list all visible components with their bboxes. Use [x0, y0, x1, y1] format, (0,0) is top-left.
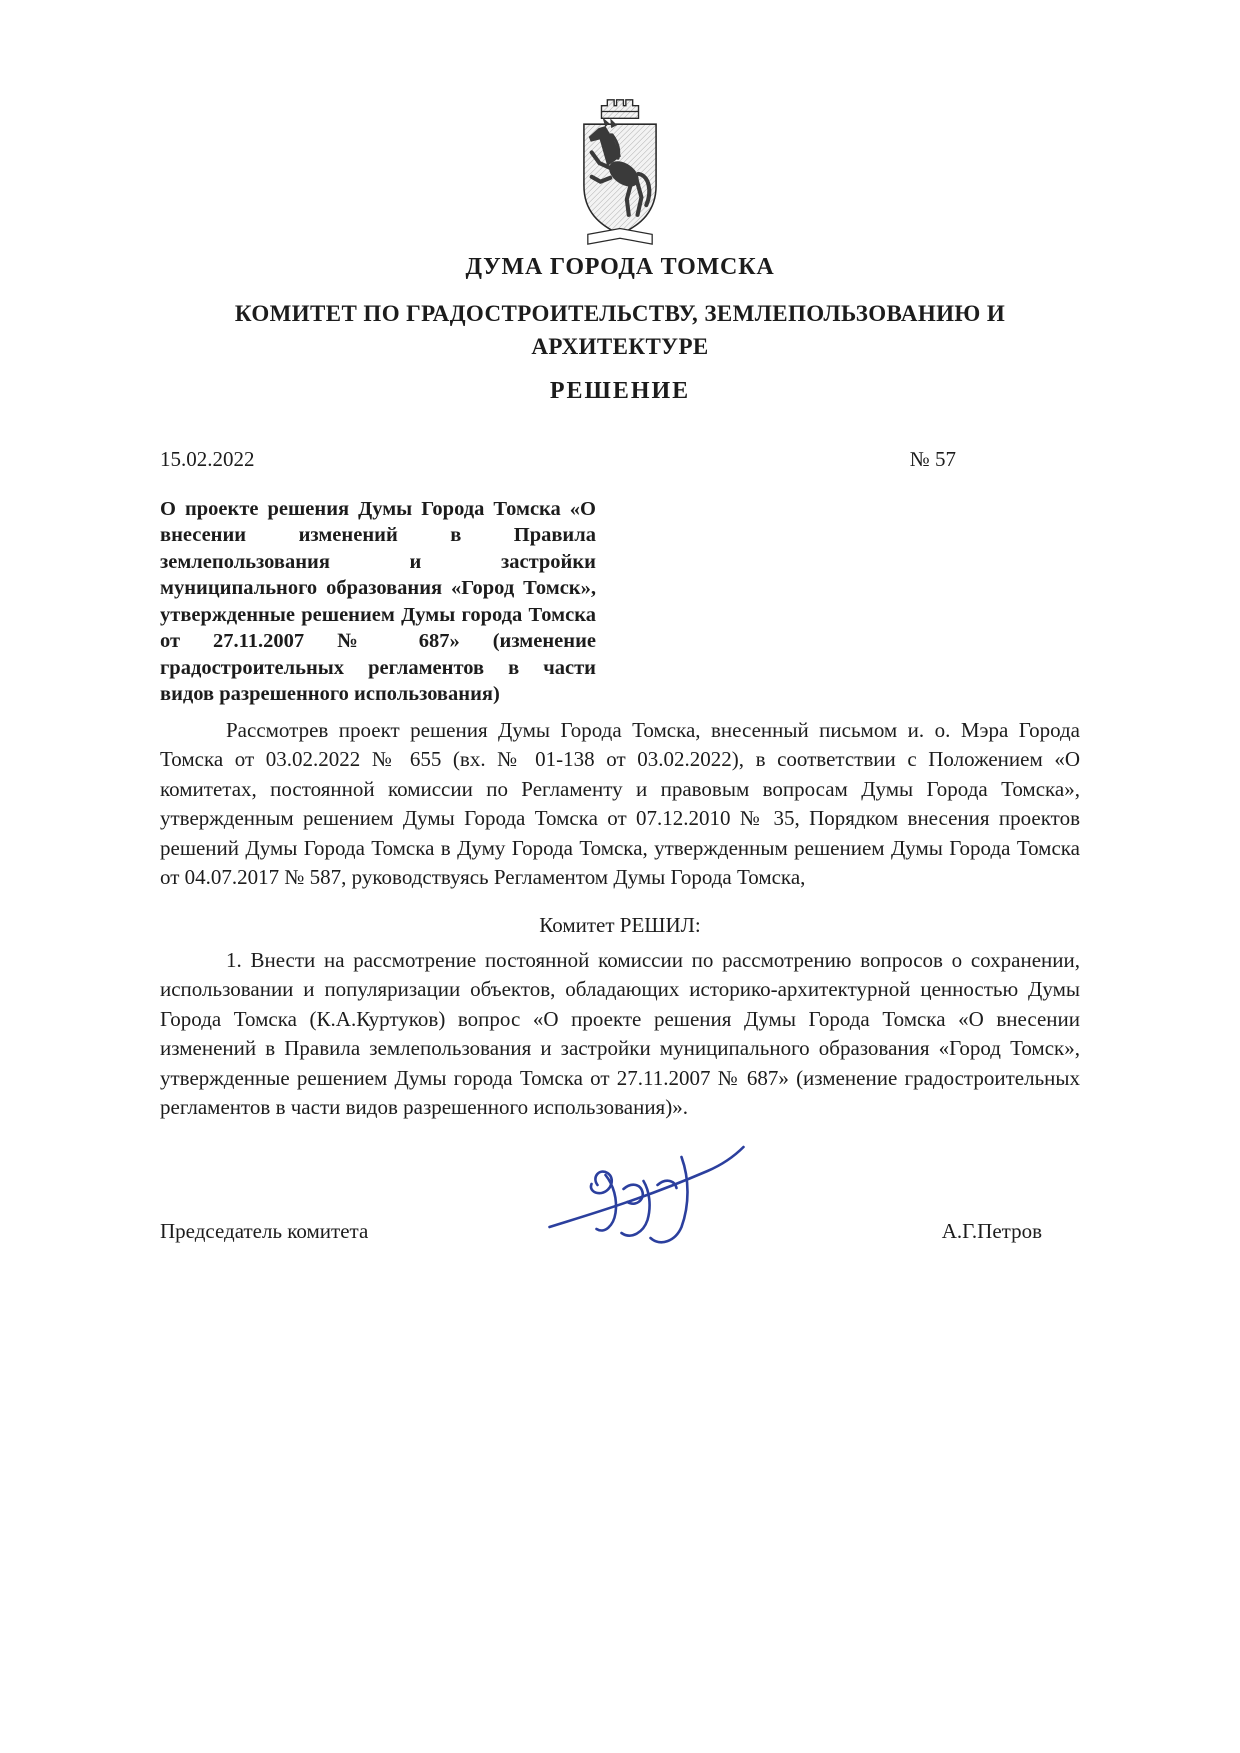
resolution-item-1: 1. Внести на рассмотрение постоянной комиссии по рассмотрению вопросов о сохранении, использовании и популяризации объектов, обладающих историко-архитектурной ценностью Думы Города Томска (К.А.Куртуков) вопрос «О проекте решения Думы Города Томска «О внесении изменений в Правила землепользования и застройки муниципального образования «Город Томск», утвержденные решением Думы города Томска от 27.11.2007 № 687» (изменение градостроительных регламентов в части видов разрешенного использования)». [160, 947, 1080, 1120]
meta-row [160, 447, 1080, 472]
preamble-paragraph: Рассмотрев проект решения Думы Города Томска, внесенный письмом и. о. Мэра Города Томска от 03.02.2022 № 655 (вх. № 01-138 от 03.02.2022), в соответствии с Положением «О комитетах, постоянной комиссии по Регламенту и правовым вопросам Думы Города Томска», утвержденным решением Думы Города Томска от 07.12.2010 № 35, Порядком внесения проектов решений Думы Города Томска в Думу Города Томска, утвержденным решением Думы Города Томска от 04.07.2017 № 587, руководствуясь Регламентом Думы Города Томска, [160, 717, 1080, 890]
signature-ink-icon [538, 1139, 753, 1274]
tomsk-coat-of-arms-icon [560, 92, 680, 248]
signer-name: А.Г.Петров [941, 1218, 1042, 1243]
doc-date: 15.02.2022 [160, 446, 255, 471]
crown-icon [601, 100, 638, 119]
signer-position: Председатель комитета [160, 1218, 369, 1243]
signature-block [160, 1219, 1080, 1244]
handwritten-signature [538, 1139, 753, 1280]
resolution-heading: Комитет РЕШИЛ: [539, 912, 701, 937]
doc-number: № 57 [909, 446, 956, 471]
org-name: ДУМА ГОРОДА ТОМСКА [465, 254, 775, 280]
doc-subject: О проекте решения Думы Города Томска «О внесении изменений в Правила землепользования и застройки муниципального образования «Город Томск», утвержденные решением Думы города Томска от 27.11.2007 № 687» (изменение градостроительных регламентов в части видов разрешенного использования) [160, 497, 596, 706]
doc-type-title: РЕШЕНИЕ [549, 377, 691, 404]
ribbon-icon [588, 229, 652, 245]
coat-of-arms [0, 0, 1240, 248]
committee-name: КОМИТЕТ ПО ГРАДОСТРОИТЕЛЬСТВУ, ЗЕМЛЕПОЛЬЗОВАНИЮ И АРХИТЕКТУРЕ [234, 301, 1006, 360]
